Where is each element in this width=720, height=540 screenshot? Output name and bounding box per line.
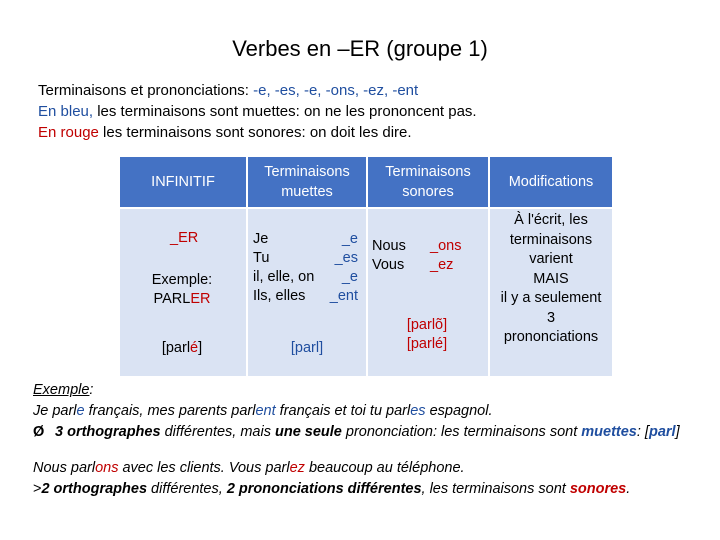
intro-line-1: Terminaisons et prononciations: -e, -es, -e, -ons, -ez, -ent	[38, 82, 419, 99]
example-label: Exemple:	[151, 272, 213, 288]
table-body-row	[120, 209, 612, 376]
sonores-pronouns: Nous Vous	[372, 238, 406, 273]
muettes-pronouns: Je Tu il, elle, on Ils, elles	[253, 231, 315, 304]
intro-endings: -e, -es, -e, -ons, -ez, -ent	[253, 82, 419, 99]
example-1-sentence: Je parle français, mes parents parlent français et toi tu parles espagnol.	[33, 403, 493, 419]
intro-line-2: En bleu, les terminaisons sont muettes: on ne les prononcent pas.	[38, 103, 477, 120]
cell-sonores	[368, 209, 490, 376]
header-modifications: Modifications	[490, 157, 612, 207]
header-muettes: Terminaisons muettes	[248, 157, 368, 207]
page-title: Verbes en –ER (groupe 1)	[232, 36, 488, 61]
sonores-endings: _ons _ez	[430, 238, 462, 273]
header-infinitif: INFINITIF	[120, 157, 248, 207]
example-1-conclusion: Ø 3 orthographes différentes, mais une seule prononciation: les terminaisons sont muettes: [parl]	[33, 422, 680, 443]
example-1-label-line: Exemple:	[33, 382, 94, 398]
table-header-row	[120, 157, 612, 207]
arrow-icon: Ø	[33, 424, 45, 440]
intro-red-label: En rouge	[38, 124, 99, 141]
example-2	[33, 458, 630, 500]
header-sonores: Terminaisons sonores	[368, 157, 490, 207]
example-verb: PARLER	[153, 291, 211, 307]
example-2-sentence: Nous parlons avec les clients. Vous parlez beaucoup au téléphone.	[33, 460, 465, 476]
intro-line-3: En rouge les terminaisons sont sonores: on doit les dire.	[38, 124, 412, 141]
infinitif-pronunciation: [parlé]	[161, 340, 203, 356]
example-2-conclusion: >2 orthographes différentes, 2 prononciations différentes, les terminaisons sont sonores.	[33, 481, 631, 497]
arrow-icon: >	[33, 481, 42, 497]
sonores-pronunciations: [parlõ] [parlé]	[406, 317, 448, 352]
example-1	[33, 380, 680, 443]
infinitif-ending: _ER	[170, 230, 199, 246]
cell-infinitif	[120, 209, 248, 376]
muettes-pronunciation: [parl]	[290, 340, 324, 356]
conjugation-table	[120, 157, 612, 376]
intro-blue-label: En bleu,	[38, 103, 94, 120]
muettes-endings: _e _es _e _ent	[329, 231, 358, 304]
cell-modifications: À l'écrit, les terminaisons varient MAIS il y a seulement 3 prononciations	[490, 209, 612, 376]
cell-muettes	[248, 209, 368, 376]
intro-block	[38, 80, 477, 143]
